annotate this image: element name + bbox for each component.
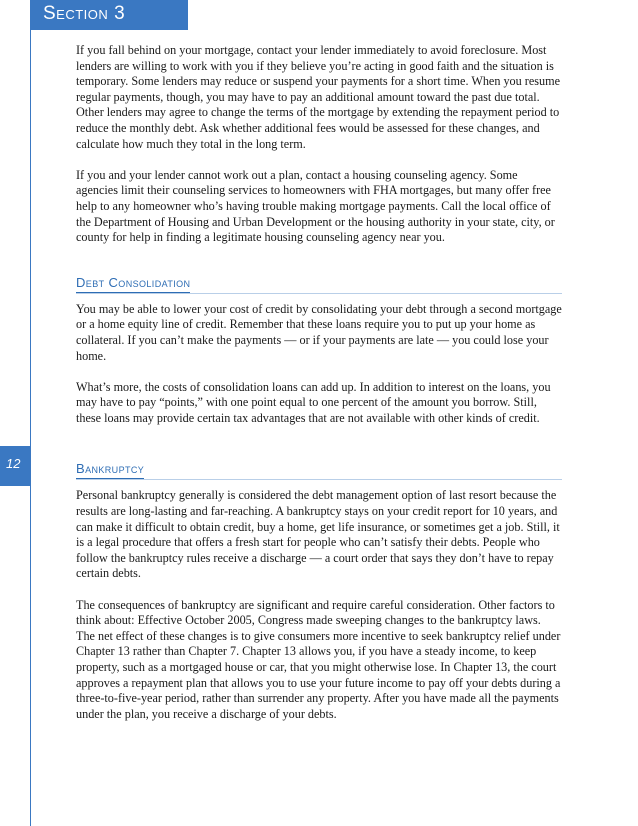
bankruptcy-section (76, 460, 562, 722)
paragraph: The consequences of bankruptcy are significant and require careful consideration. Other factors to think about: Effective October 2005, Congress made sweeping changes to the bankruptcy laws. The net effect of these changes is to give consumers more incentive to seek bankruptcy relief under Chapter 13 rather than Chapter 7. Chapter 13 allows you, if you have a steady income, to keep property, such as a mortgaged house or car, that you might otherwise lose. In Chapter 13, the court approves a repayment plan that allows you to use your future income to pay off your debts during a three-to-five-year period, rather than surrender any property. After you have made all the payments under the plan, you receive a discharge of your debts. (76, 597, 561, 721)
heading-rule (76, 293, 562, 294)
paragraph: You may be able to lower your cost of credit by consolidating your debt through a second mortgage or a home equity line of credit. Remember that these loans require you to put up your home as collateral. If you can’t make the payments — or if your payments are late — you could lose your home. (76, 301, 562, 363)
heading-rule (76, 479, 562, 480)
page-content (76, 43, 562, 722)
section-label: Section 3 (43, 3, 126, 24)
paragraph: What’s more, the costs of consolidation loans can add up. In addition to interest on the loans, you may have to pay “points,” with one point equal to one percent of the amount you borrow. Still, these loans may provide certain tax advantages that are not available with other kinds of credit. (76, 379, 551, 425)
page-number: 12 (6, 456, 21, 471)
paragraph: Personal bankruptcy generally is considered the debt management option of last resort because the results are long-lasting and far-reaching. A bankruptcy stays on your credit report for 10 years, and can make it difficult to obtain credit, buy a home, get life insurance, or sometimes get a job. Still, it is a legal procedure that offers a fresh start for people who can’t satisfy their debts. People who follow the bankruptcy rules receive a discharge — a court order that says they don’t have to repay certain debts. (76, 488, 560, 581)
page-number-tab (0, 446, 31, 486)
left-margin-rule (30, 0, 31, 826)
paragraph: If you and your lender cannot work out a plan, contact a housing counseling agency. Some agencies limit their counseling services to homeowners with FHA mortgages, but many offer free help to any homeowner who’s having trouble making mortgage payments. Call the local office of the Department of Housing and Urban Development or the housing authority in your state, city, or county for help in finding a legitimate housing counseling agency near you. (76, 167, 555, 245)
intro-section (76, 43, 562, 246)
paragraph: If you fall behind on your mortgage, contact your lender immediately to avoid foreclosure. Most lenders are willing to work with you if they believe you’re acting in good faith and the situation is temporary. Some lenders may reduce or suspend your payments for a short time. When you resume regular payments, though, you may have to pay an additional amount toward the past due total. Other lenders may agree to change the terms of the mortgage by extending the repayment period to reduce the monthly debt. Ask whether additional fees would be assessed for these changes, and calculate how much they total in the long term. (76, 43, 560, 151)
section-tab (30, 0, 188, 30)
debt-consolidation-section (76, 274, 562, 427)
section-heading: Bankruptcy (76, 461, 144, 479)
section-heading: Debt Consolidation (76, 275, 190, 293)
